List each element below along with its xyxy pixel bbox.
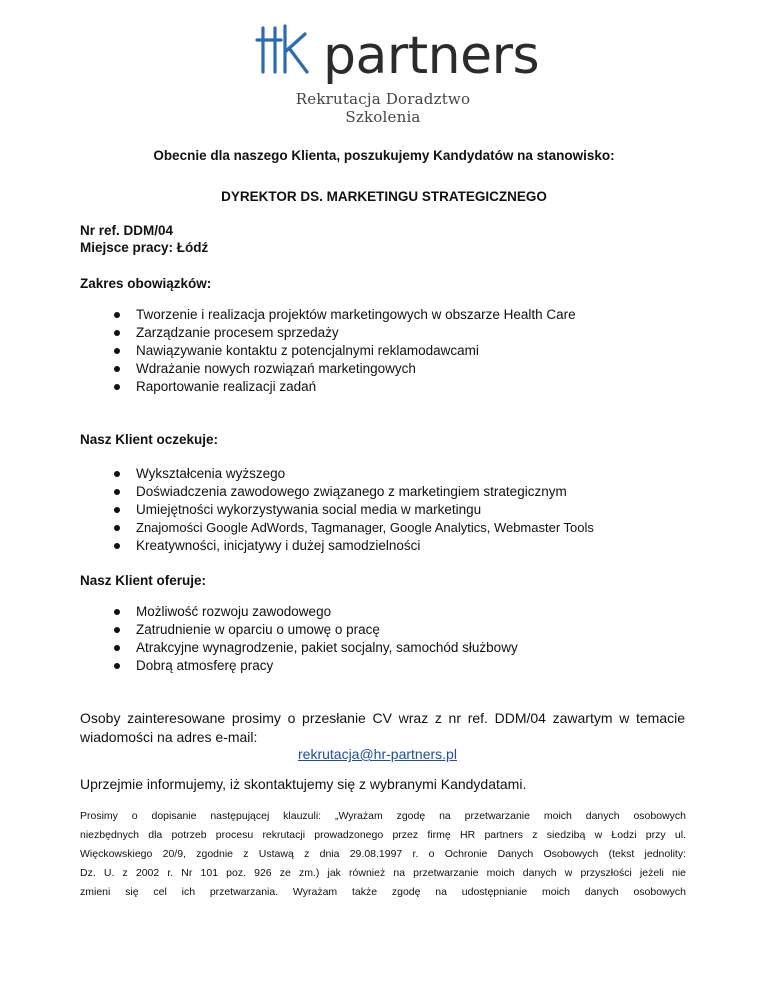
consent-clause-line: Prosimy o dopisanie następującej klauzuli: „Wyrażam zgodę na przetwarzanie moich danych osobowych bbox=[80, 810, 686, 822]
list-item: Umiejętności wykorzystywania social media w marketingu bbox=[112, 501, 594, 519]
list-item: Tworzenie i realizacja projektów marketingowych w obszarze Health Care bbox=[112, 306, 576, 324]
offers-list bbox=[112, 603, 518, 675]
bullet-icon bbox=[114, 627, 120, 633]
hr-logo-mark-icon bbox=[255, 22, 323, 90]
apply-instructions-line-1: Osoby zainteresowane prosimy o przesłanie CV wraz z nr ref. DDM/04 zawartym w temacie bbox=[80, 710, 685, 726]
reference-number: Nr ref. DDM/04 bbox=[80, 223, 174, 238]
bullet-icon bbox=[114, 330, 120, 336]
bullet-icon bbox=[114, 366, 120, 372]
contact-notice: Uprzejmie informujemy, iż skontaktujemy się z wybranymi Kandydatami. bbox=[80, 776, 527, 792]
brand-tagline: Rekrutacja Doradztwo Szkolenia bbox=[295, 90, 471, 126]
list-item: Wykształcenia wyższego bbox=[112, 465, 594, 483]
list-item: Atrakcyjne wynagrodzenie, pakiet socjalny, samochód służbowy bbox=[112, 639, 518, 657]
bullet-icon bbox=[114, 525, 120, 531]
bullet-icon bbox=[114, 543, 120, 549]
bullet-icon bbox=[114, 645, 120, 651]
consent-clause-line: Więckowskiego 20/9, zgodnie z Ustawą z dnia 29.08.1997 r. o Ochronie Danych Osobowych (tekst jednolity: bbox=[80, 848, 686, 860]
email-link[interactable]: rekrutacja@hr-partners.pl bbox=[298, 746, 457, 762]
expects-list bbox=[112, 465, 594, 555]
bullet-icon bbox=[114, 348, 120, 354]
list-item: Doświadczenia zawodowego związanego z marketingiem strategicznym bbox=[112, 483, 594, 501]
list-item: Zarządzanie procesem sprzedaży bbox=[112, 324, 576, 342]
consent-clause-line: zmieni się cel ich przetwarzania. Wyrażam także zgodę na udostępnianie moich danych osobowych bbox=[80, 886, 686, 898]
list-item: Znajomości Google AdWords, Tagmanager, Google Analytics, Webmaster Tools bbox=[112, 519, 594, 537]
consent-clause-line: niezbędnych dla potrzeb procesu rekrutacji prowadzonego przez firmę HR partners z siedzibą w Łodzi przy ul. bbox=[80, 829, 686, 841]
list-item: Kreatywności, inicjatywy i dużej samodzielności bbox=[112, 537, 594, 555]
duties-list bbox=[112, 306, 576, 396]
brand-wordmark: partners bbox=[323, 26, 540, 86]
consent-clause-line: Dz. U. z 2002 r. Nr 101 poz. 926 ze zm.) jak również na przetwarzanie moich danych w przyszłości jeżeli nie bbox=[80, 867, 686, 879]
offers-heading: Nasz Klient oferuje: bbox=[80, 573, 207, 588]
duties-heading: Zakres obowiązków: bbox=[80, 276, 212, 291]
work-location: Miejsce pracy: Łódź bbox=[80, 240, 209, 255]
bullet-icon bbox=[114, 609, 120, 615]
intro-heading: Obecnie dla naszego Klienta, poszukujemy Kandydatów na stanowisko: bbox=[153, 148, 615, 163]
list-item: Raportowanie realizacji zadań bbox=[112, 378, 576, 396]
list-item: Zatrudnienie w oparciu o umowę o pracę bbox=[112, 621, 518, 639]
expects-heading: Nasz Klient oczekuje: bbox=[80, 432, 219, 447]
bullet-icon bbox=[114, 663, 120, 669]
list-item: Nawiązywanie kontaktu z potencjalnymi reklamodawcami bbox=[112, 342, 576, 360]
position-title: DYREKTOR DS. MARKETINGU STRATEGICZNEGO bbox=[221, 189, 547, 204]
list-item: Możliwość rozwoju zawodowego bbox=[112, 603, 518, 621]
bullet-icon bbox=[114, 471, 120, 477]
bullet-icon bbox=[114, 312, 120, 318]
apply-instructions-line-2: wiadomości na adres e-mail: bbox=[80, 729, 258, 745]
company-logo bbox=[255, 22, 540, 126]
list-item: Dobrą atmosferę pracy bbox=[112, 657, 518, 675]
list-item: Wdrażanie nowych rozwiązań marketingowych bbox=[112, 360, 576, 378]
bullet-icon bbox=[114, 489, 120, 495]
bullet-icon bbox=[114, 384, 120, 390]
bullet-icon bbox=[114, 507, 120, 513]
